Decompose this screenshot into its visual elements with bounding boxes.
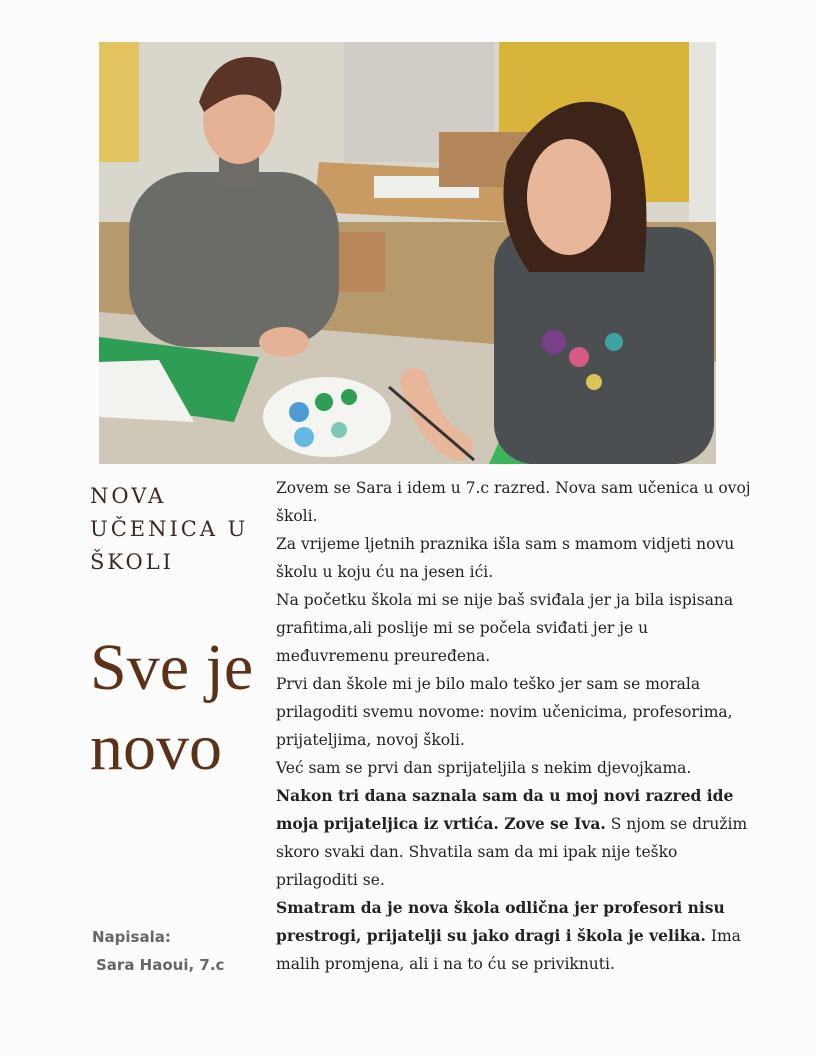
body-paragraph: Zovem se Sara i idem u 7.c razred. Nova sam učenica u ovoj školi. [276, 479, 751, 525]
article-headline [90, 628, 270, 788]
headline-line-1: Sve je [90, 631, 254, 704]
body-bold-text: Smatram da je nova škola odlična jer profesori nisu prestrogi, prijatelji su jako dragi i škola je velika. [276, 898, 725, 945]
body-text: Ima malih promjena, ali i na to ću se priviknuti. [276, 927, 741, 973]
body-text: S njom se družim skoro svaki dan. Shvatila sam da mi ipak nije teško prilagoditi se. [276, 815, 748, 889]
body-bold-text: Nakon tri dana saznala sam da u moj novi razred ide moja prijateljica iz vrtića. Zove se Iva. [276, 786, 734, 833]
body-paragraph: Na početku škola mi se nije baš sviđala jer ja bila ispisana grafitima,ali poslije mi se počela sviđati jer je u međuvremenu preuređena. [276, 591, 734, 665]
article-photo [99, 42, 716, 464]
headline-line-2: novo [90, 711, 222, 784]
byline-name: Sara Haoui, 7.c [96, 956, 225, 974]
body-paragraph: Za vrijeme ljetnih praznika išla sam s mamom vidjeti novu školu u koju ću na jesen ići. [276, 535, 735, 581]
article-body [276, 474, 756, 978]
body-paragraph: Prvi dan škole mi je bilo malo teško jer sam se morala prilagoditi svemu novome: novim učenicima, profesorima, prijateljima, novoj školi. [276, 675, 733, 749]
body-paragraph: Već sam se prvi dan sprijateljila s nekim djevojkama. [276, 759, 692, 777]
article-kicker: NOVA UČENICA U ŠKOLI [90, 484, 249, 574]
byline-label: Napisala: [92, 928, 171, 946]
body-paragraph [276, 894, 756, 978]
body-paragraph [276, 782, 756, 894]
